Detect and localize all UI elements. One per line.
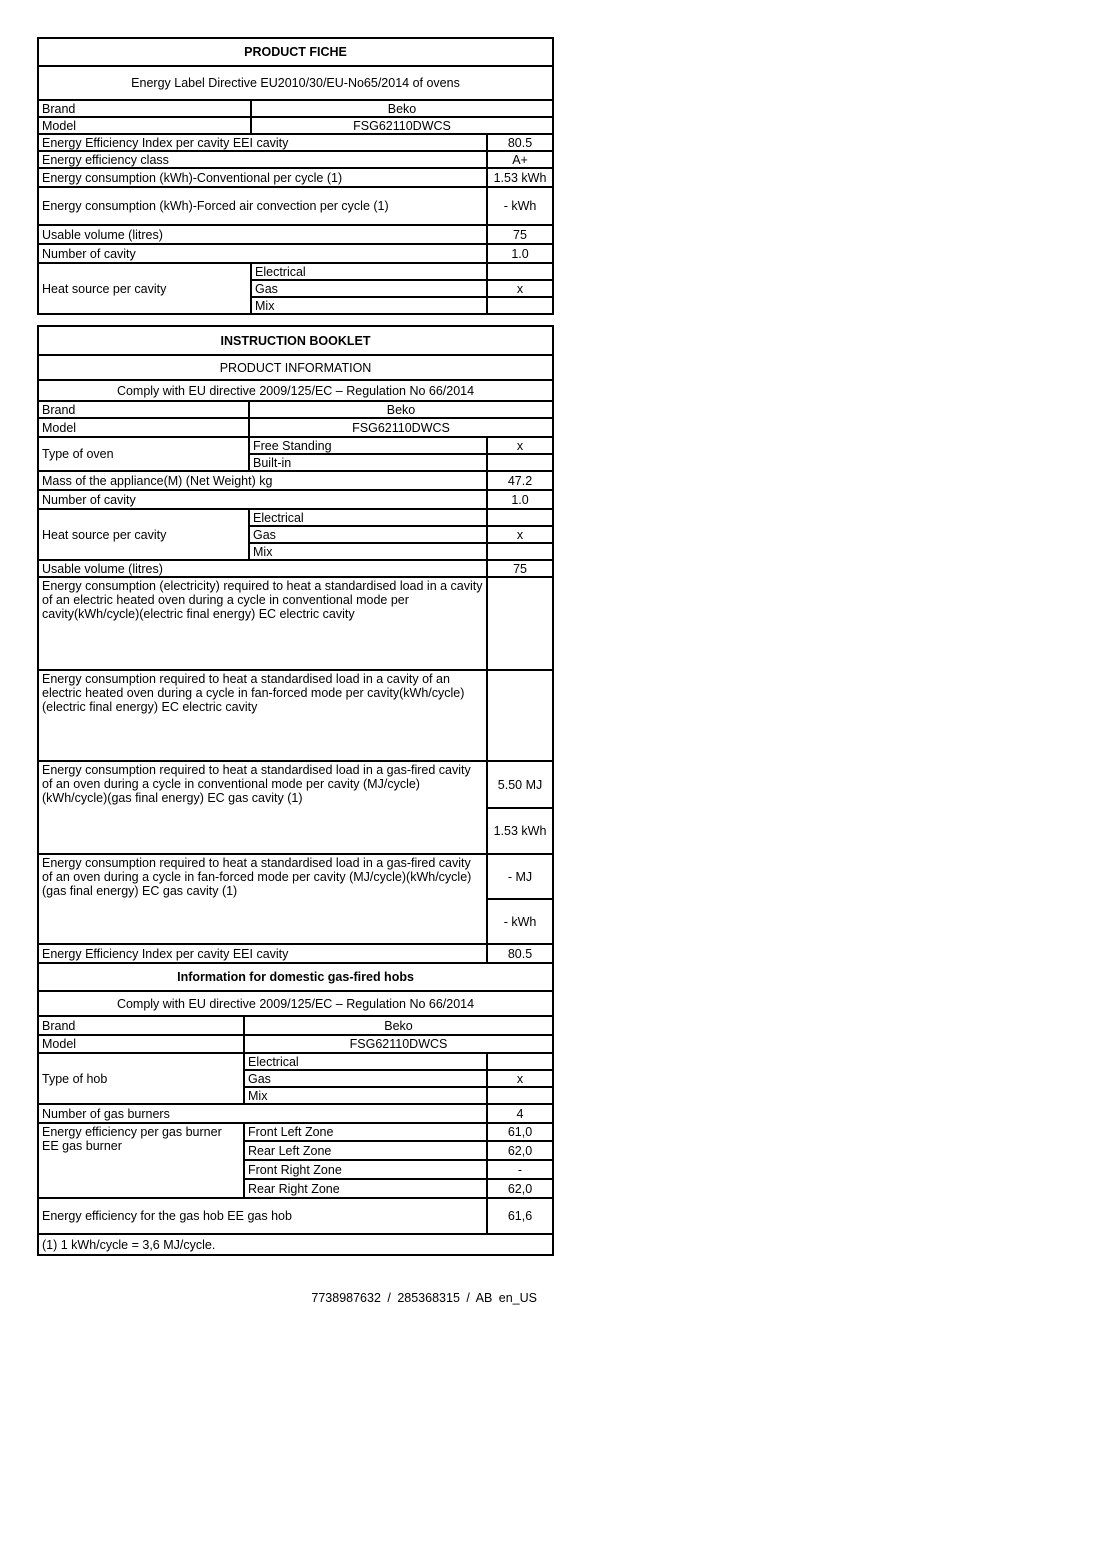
hobs-type-electrical-value (487, 1053, 553, 1070)
fiche-title: PRODUCT FICHE (38, 38, 553, 66)
booklet-heat-electrical-value (487, 509, 553, 526)
fiche-heat-electrical-value (487, 263, 553, 280)
fiche-heat-mix-value (487, 297, 553, 314)
booklet-heat-label: Heat source per cavity (38, 509, 249, 560)
booklet-ec-gas-conv-kwh: 1.53 kWh (487, 808, 553, 854)
fiche-model-label: Model (38, 117, 251, 134)
hobs-burners-value: 4 (487, 1104, 553, 1123)
hobs-model-label: Model (38, 1035, 244, 1053)
fiche-class-label: Energy efficiency class (38, 151, 487, 168)
hobs-ee-hob-value: 61,6 (487, 1198, 553, 1234)
booklet-eei-label: Energy Efficiency Index per cavity EEI cavity (38, 944, 487, 963)
hobs-burners-label: Number of gas burners (38, 1104, 487, 1123)
fiche-forced-label: Energy consumption (kWh)-Forced air convection per cycle (1) (38, 187, 487, 225)
booklet-type-free-value: x (487, 437, 553, 454)
booklet-type-builtin-value (487, 454, 553, 471)
booklet-model-label: Model (38, 418, 249, 437)
fiche-heat-label: Heat source per cavity (38, 263, 251, 314)
booklet-mass-value: 47.2 (487, 471, 553, 490)
fiche-heat-gas: Gas (251, 280, 487, 297)
fiche-heat-electrical: Electrical (251, 263, 487, 280)
booklet-cavity-label: Number of cavity (38, 490, 487, 509)
hobs-type-mix: Mix (244, 1087, 487, 1104)
hobs-type-label: Type of hob (38, 1053, 244, 1104)
hobs-title: Information for domestic gas-fired hobs (38, 963, 553, 991)
booklet-type-free: Free Standing (249, 437, 487, 454)
booklet-ec-electric-conv-value (487, 577, 553, 670)
hobs-zone-name: Rear Left Zone (244, 1141, 487, 1160)
hobs-model-value: FSG62110DWCS (244, 1035, 553, 1053)
booklet-heat-mix: Mix (249, 543, 487, 560)
hobs-zone-value: 62,0 (487, 1179, 553, 1198)
fiche-subtitle: Energy Label Directive EU2010/30/EU-No65/2014 of ovens (38, 66, 553, 100)
fiche-eei-label: Energy Efficiency Index per cavity EEI cavity (38, 134, 487, 151)
booklet-volume-value: 75 (487, 560, 553, 577)
booklet-heat-mix-value (487, 543, 553, 560)
fiche-volume-value: 75 (487, 225, 553, 244)
booklet-volume-label: Usable volume (litres) (38, 560, 487, 577)
hobs-zone-value: 62,0 (487, 1141, 553, 1160)
fiche-eei-value: 80.5 (487, 134, 553, 151)
fiche-class-value: A+ (487, 151, 553, 168)
fiche-brand-value: Beko (251, 100, 553, 117)
booklet-ec-gas-fan-label: Energy consumption required to heat a standardised load in a gas-fired cavity of an oven during a cycle in fan-forced mode per cavity (MJ/cycle)(kWh/cycle)(gas final energy) EC gas cavity (1) (38, 854, 487, 944)
hobs-zone-value: - (487, 1160, 553, 1179)
booklet-comply: Comply with EU directive 2009/125/EC – Regulation No 66/2014 (38, 380, 553, 401)
booklet-model-value: FSG62110DWCS (249, 418, 553, 437)
booklet-mass-label: Mass of the appliance(M) (Net Weight) kg (38, 471, 487, 490)
fiche-cavity-label: Number of cavity (38, 244, 487, 263)
booklet-cavity-value: 1.0 (487, 490, 553, 509)
booklet-ec-gas-fan-kwh: - kWh (487, 899, 553, 944)
document-code: 7738987632 / 285368315 / AB en_US (311, 1291, 537, 1305)
section-gap (37, 315, 552, 325)
hobs-zone-name: Rear Right Zone (244, 1179, 487, 1198)
hobs-ee-burner-label: Energy efficiency per gas burner EE gas burner (38, 1123, 244, 1198)
booklet-heat-electrical: Electrical (249, 509, 487, 526)
fiche-model-value: FSG62110DWCS (251, 117, 553, 134)
booklet-brand-label: Brand (38, 401, 249, 418)
hobs-brand-label: Brand (38, 1016, 244, 1035)
fiche-heat-gas-value: x (487, 280, 553, 297)
booklet-title: INSTRUCTION BOOKLET (38, 326, 553, 355)
hobs-comply: Comply with EU directive 2009/125/EC – Regulation No 66/2014 (38, 991, 553, 1016)
hobs-type-mix-value (487, 1087, 553, 1104)
instruction-booklet-table (37, 325, 554, 1017)
fiche-cavity-value: 1.0 (487, 244, 553, 263)
booklet-ec-gas-conv-label: Energy consumption required to heat a standardised load in a gas-fired cavity of an oven during a cycle in conventional mode per cavity (MJ/cycle)(kWh/cycle)(gas final energy) EC gas cavity (1) (38, 761, 487, 854)
document-sheet (37, 37, 552, 1256)
hobs-table (37, 1015, 554, 1256)
product-fiche-table (37, 37, 554, 315)
booklet-heat-gas-value: x (487, 526, 553, 543)
fiche-volume-label: Usable volume (litres) (38, 225, 487, 244)
fiche-conv-label: Energy consumption (kWh)-Conventional per cycle (1) (38, 168, 487, 187)
fiche-brand-label: Brand (38, 100, 251, 117)
hobs-zone-name: Front Left Zone (244, 1123, 487, 1141)
fiche-heat-mix: Mix (251, 297, 487, 314)
fiche-conv-value: 1.53 kWh (487, 168, 553, 187)
hobs-type-electrical: Electrical (244, 1053, 487, 1070)
booklet-ec-electric-fan-label: Energy consumption required to heat a standardised load in a cavity of an electric heated oven during a cycle in fan-forced mode per cavity(kWh/cycle)(electric final energy) EC electric cavity (38, 670, 487, 761)
booklet-ec-electric-conv-label: Energy consumption (electricity) required to heat a standardised load in a cavity of an electric heated oven during a cycle in conventional mode per cavity(kWh/cycle)(electric final energy) EC electric cavity (38, 577, 487, 670)
booklet-type-label: Type of oven (38, 437, 249, 471)
hobs-brand-value: Beko (244, 1016, 553, 1035)
hobs-ee-hob-label: Energy efficiency for the gas hob EE gas hob (38, 1198, 487, 1234)
hobs-footnote: (1) 1 kWh/cycle = 3,6 MJ/cycle. (38, 1234, 553, 1255)
booklet-type-builtin: Built-in (249, 454, 487, 471)
hobs-type-gas-value: x (487, 1070, 553, 1087)
booklet-eei-value: 80.5 (487, 944, 553, 963)
hobs-zone-name: Front Right Zone (244, 1160, 487, 1179)
booklet-product-info: PRODUCT INFORMATION (38, 355, 553, 380)
fiche-forced-value: - kWh (487, 187, 553, 225)
hobs-zone-value: 61,0 (487, 1123, 553, 1141)
booklet-ec-gas-fan-mj: - MJ (487, 854, 553, 899)
hobs-type-gas: Gas (244, 1070, 487, 1087)
booklet-ec-gas-conv-mj: 5.50 MJ (487, 761, 553, 808)
booklet-heat-gas: Gas (249, 526, 487, 543)
booklet-ec-electric-fan-value (487, 670, 553, 761)
booklet-brand-value: Beko (249, 401, 553, 418)
